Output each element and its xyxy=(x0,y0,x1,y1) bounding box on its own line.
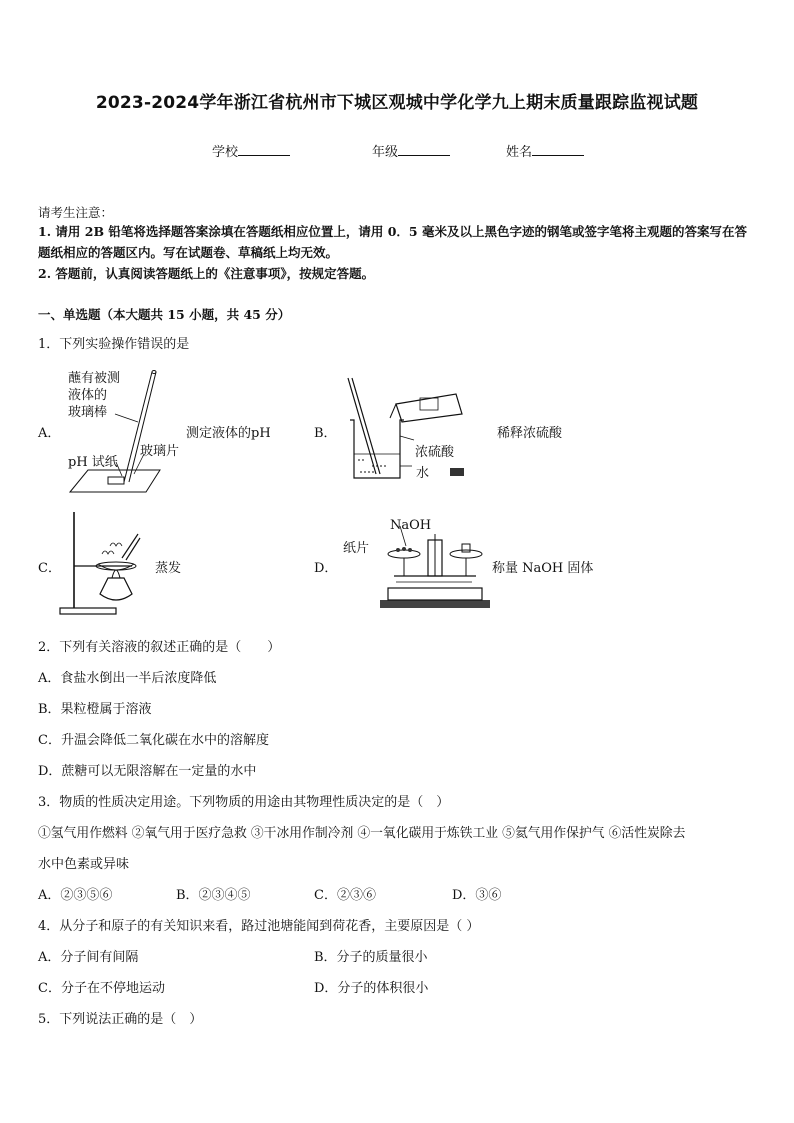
name-field xyxy=(506,141,584,160)
q3-option-c: C．②③⑥ xyxy=(314,888,376,903)
grade-label: 年级 xyxy=(372,145,399,160)
q4-stem: 4．从分子和原子的有关知识来看，路过池塘能闻到荷花香，主要原因是（ ） xyxy=(38,919,480,934)
section-heading: 一、单选题（本大题共 15 小题，共 45 分） xyxy=(38,307,291,322)
grade-field xyxy=(372,141,450,160)
q4-option-c: C．分子在不停地运动 xyxy=(38,981,165,996)
q2-stem: 2．下列有关溶液的叙述正确的是（ ） xyxy=(38,640,281,655)
ph-glass-label: 玻璃片 xyxy=(140,444,180,459)
q1-option-d-letter: D． xyxy=(314,561,338,576)
paper-label: 纸片 xyxy=(343,541,370,556)
grade-blank xyxy=(398,143,450,156)
q5-stem: 5．下列说法正确的是（ ） xyxy=(38,1012,203,1027)
name-blank xyxy=(532,143,584,156)
ph-rod-label-line2: 液体的 xyxy=(68,388,108,403)
evaporation-figure xyxy=(56,508,156,618)
q2-option-b: B．果粒橙属于溶液 xyxy=(38,702,152,717)
ph-rod-label-line3: 玻璃棒 xyxy=(68,405,108,420)
water-label: 水 xyxy=(416,466,430,481)
q1-option-c-letter: C． xyxy=(38,561,61,576)
notice-heading: 请考生注意： xyxy=(38,205,114,220)
acid-label: 浓硫酸 xyxy=(415,445,455,460)
ph-rod-label xyxy=(68,370,120,421)
q2-option-c: C．升温会降低二氧化碳在水中的溶解度 xyxy=(38,733,269,748)
q3-option-a: A．②③⑤⑥ xyxy=(38,888,113,903)
q1-option-c-caption: 蒸发 xyxy=(155,561,182,576)
naoh-label: NaOH xyxy=(390,518,432,533)
notice-item-2: 2. 答题前，认真阅读答题纸上的《注意事项》，按规定答题。 xyxy=(38,266,375,281)
ph-rod-label-line1: 蘸有被测 xyxy=(68,371,121,386)
q4-option-d: D．分子的体积很小 xyxy=(314,981,429,996)
q4-option-b: B．分子的质量很小 xyxy=(314,950,428,965)
name-label: 姓名 xyxy=(506,145,533,160)
page-title: 2023-2024学年浙江省杭州市下城区观城中学化学九上期末质量跟踪监视试题 xyxy=(95,93,699,113)
dilute-acid-figure xyxy=(336,374,476,486)
q3-option-b: B．②③④⑤ xyxy=(176,888,251,903)
q4-option-a: A．分子间有间隔 xyxy=(38,950,139,965)
balance-figure xyxy=(376,520,494,612)
q1-option-a-letter: A． xyxy=(38,426,61,441)
q1-option-a-caption: 测定液体的pH xyxy=(186,426,271,441)
q1-option-b-caption: 稀释浓硫酸 xyxy=(497,426,563,441)
q3-list-line1: ①氢气用作燃料 ②氧气用于医疗急救 ③干冰用作制冷剂 ④一氧化碳用于炼铁工业 ⑤氦气用作保护气 ⑥活性炭除去 xyxy=(38,826,686,841)
school-field xyxy=(212,141,290,160)
q3-list-line2: 水中色素或异味 xyxy=(38,857,130,872)
q1-option-b-letter: B． xyxy=(314,426,337,441)
ph-paper-label: pH 试纸 xyxy=(68,455,118,470)
q2-option-a: A．食盐水倒出一半后浓度降低 xyxy=(38,671,217,686)
school-label: 学校 xyxy=(212,145,239,160)
q1-option-d-caption: 称量 NaOH 固体 xyxy=(492,561,594,576)
q3-stem: 3．物质的性质决定用途。下列物质的用途由其物理性质决定的是（ ） xyxy=(38,795,450,810)
q1-stem: 1．下列实验操作错误的是 xyxy=(38,337,190,352)
q3-option-d: D．③⑥ xyxy=(452,888,502,903)
school-blank xyxy=(238,143,290,156)
q2-option-d: D．蔗糖可以无限溶解在一定量的水中 xyxy=(38,764,257,779)
notice-item-1: 1. 请用 2B 铅笔将选择题答案涂填在答题纸相应位置上，请用 0．5 毫米及以上黑色字迹的钢笔或签字笔将主观题的答案写在答题纸相应的答题区内。写在试题卷、草稿纸上均无效。 xyxy=(38,224,747,260)
